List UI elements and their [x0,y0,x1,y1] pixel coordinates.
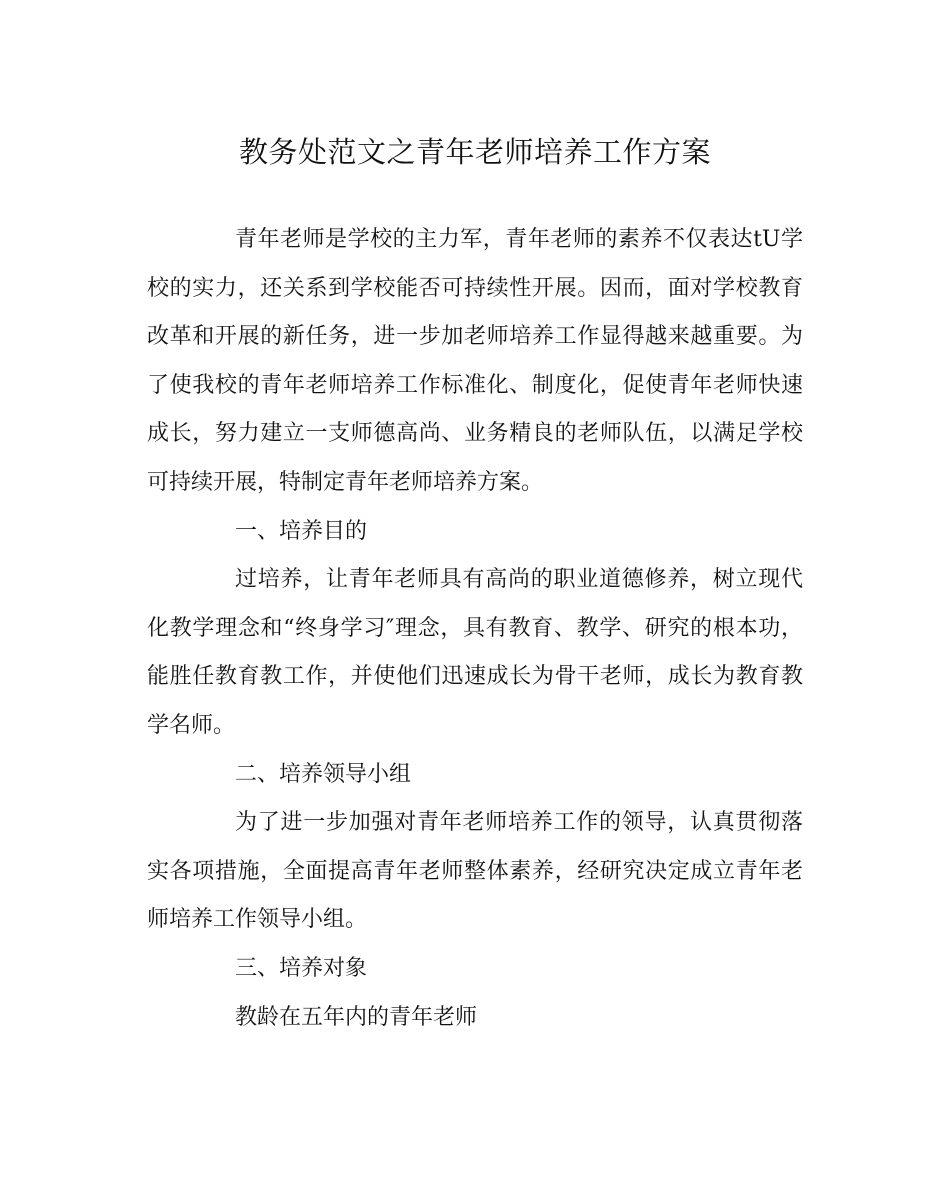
leadership-paragraph: 为了进一步加强对青年老师培养工作的领导，认真贯彻落实各项措施，全面提高青年老师整体素养，经研究决定成立青年老师培养工作领导小组。 [147,810,803,933]
document-body [147,216,803,1042]
section-heading-leadership: 二、培养领导小组 [235,761,412,787]
section-heading-purpose: 一、培养目的 [235,518,368,544]
section-heading-target: 三、培养对象 [235,955,368,981]
intro-paragraph: 青年老师是学校的主力军，青年老师的素养不仅表达tU学校的实力，还关系到学校能否可持续性开展。因而，面对学校教育改革和开展的新任务，进一步加老师培养工作显得越来越重要。为了使我校的青年老师培养工作标准化、制度化，促使青年老师快速成长，努力建立一支师德高尚、业务精良的老师队伍，以满足学校可持续开展，特制定青年老师培养方案。 [147,227,803,495]
target-paragraph: 教龄在五年内的青年老师 [235,1004,478,1030]
document-title: 教务处范文之青年老师培养工作方案 [238,135,711,169]
purpose-paragraph: 过培养，让青年老师具有高尚的职业道德修养，树立现代化教学理念和“终身学习″理念，具有教育、教学、研究的根本功，能胜任教育教工作，并使他们迅速成长为骨干老师，成长为教育教学名师。 [147,567,803,738]
